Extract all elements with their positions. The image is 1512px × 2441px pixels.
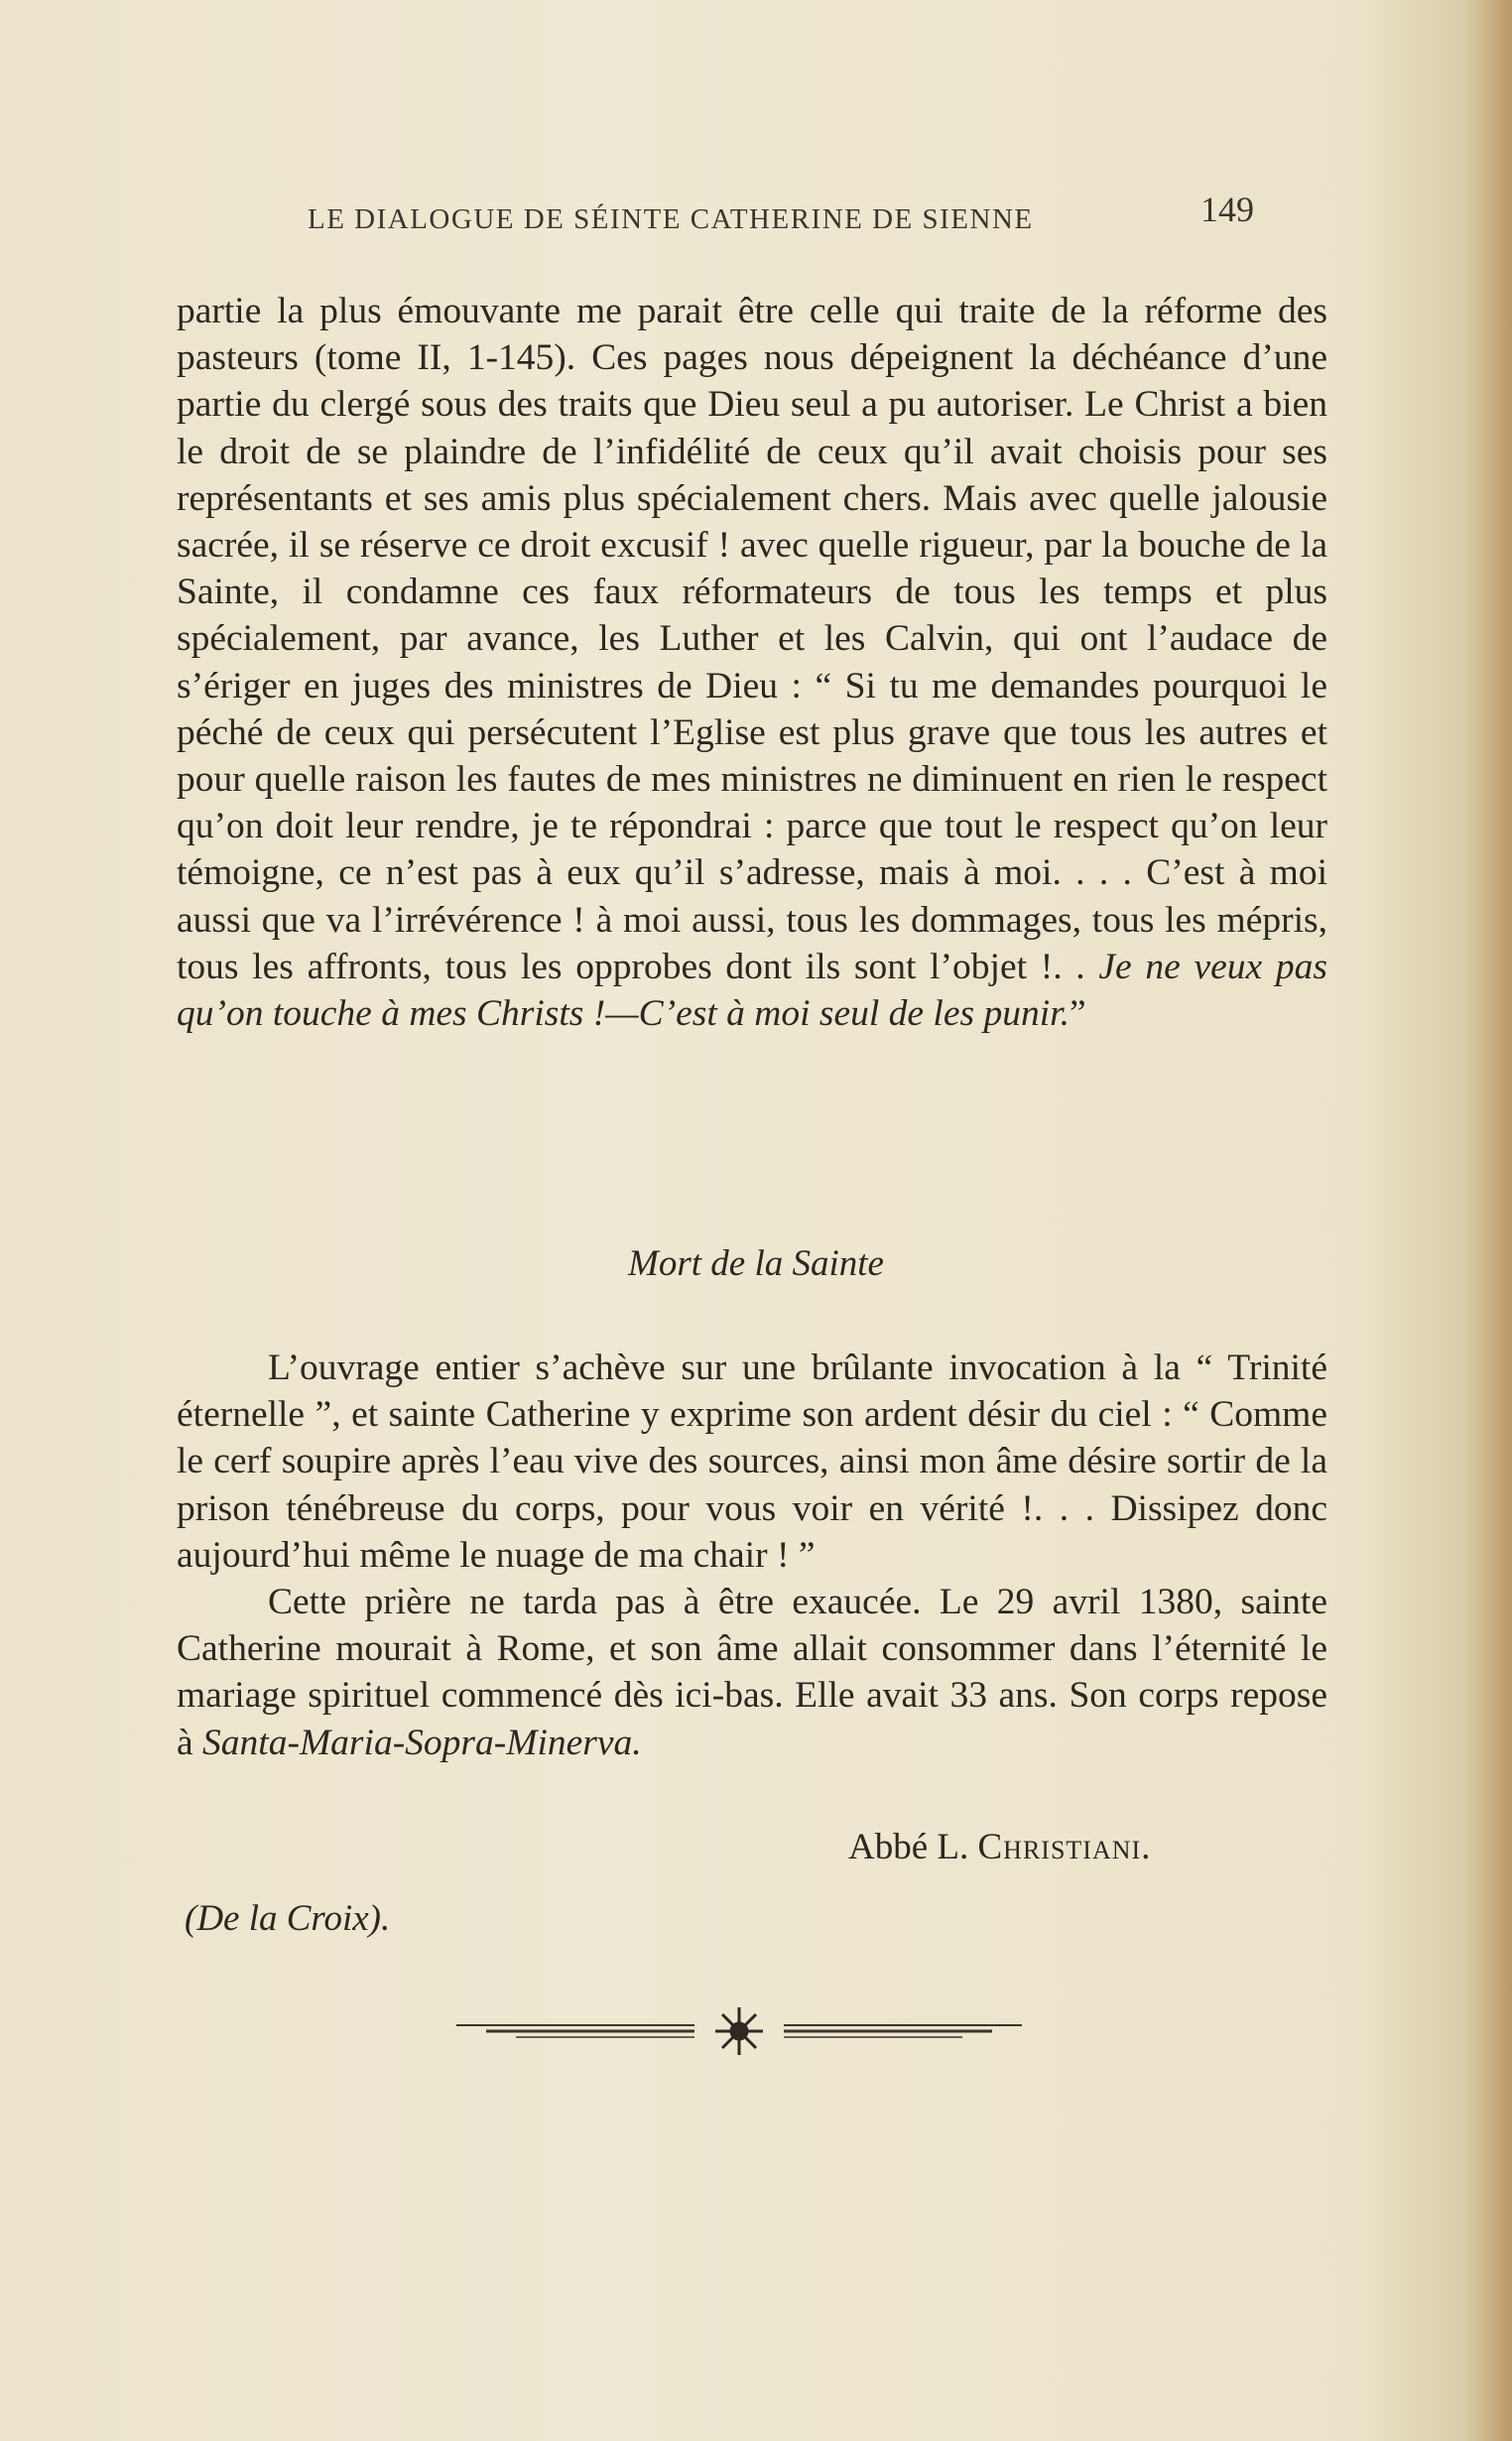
signature-prefix: Abbé L. <box>848 1827 969 1867</box>
paragraph-1-closing-quote: ” <box>1069 993 1086 1035</box>
source-citation: (De la Croix). <box>185 1898 391 1939</box>
page-number: 149 <box>1200 190 1254 229</box>
signature-name: Christiani. <box>977 1827 1152 1867</box>
paragraph-3-italic: Santa-Maria-Sopra-Minerva. <box>202 1722 642 1763</box>
paragraph-3 <box>177 1579 1327 1766</box>
paragraph-1-text: partie la plus émouvante me parait être celle qui traite de la réforme des pasteurs (tome II, 1-145). Ces pages nous dépeignent la déchéance d’une partie du clergé sous des traits que Dieu seul a pu autoriser. Le Christ a bien le droit de se plaindre de l’infidélité de ceux qu’il avait choisis pour ses représentants et ses amis plus spécialement chers. Mais avec quelle jalousie sacrée, il se réserve ce droit excusif ! avec quelle rigueur, par la bouche de la Sainte, il condamne ces faux réformateurs de tous les temps et plus spécialement, par avance, les Luther et les Calvin, qui ont l’audace de s’ériger en juges des ministres de Dieu : “ Si tu me demandes pourquoi le péché de ceux qui persécutent l’Eglise est plus grave que tous les autres et pour quelle raison les fautes de mes ministres ne diminuent en rien le respect qu’on doit leur rendre, je te répondrai : parce que tout le respect qu’on leur témoigne, ce n’est pas à eux qu’il s’adresse, mais à moi. . . . C’est à moi aussi que va l’irrévérence ! à moi aussi, tous les dommages, tous les mépris, tous les affronts, tous les opprobes dont ils sont l’objet !. . <box>177 291 1327 987</box>
body-paragraphs-2-3 <box>177 1345 1327 1766</box>
paragraph-2: L’ouvrage entier s’achève sur une brûlante invocation à la “ Trinité éternelle ”, et sainte Catherine y exprime son ardent désir du ciel : “ Comme le cerf soupire après l’eau vive des sources, ainsi mon âme désire sortir de la prison ténébreuse du corps, pour vous voir en vérité !. . . Dissipez donc aujourd’hui même le nuage de ma chair ! ” <box>177 1348 1327 1576</box>
body-paragraph-1 <box>177 288 1327 1037</box>
paragraph-1-quote-italic: Je ne veux pas qu’on touche à mes Christs !—C’est à moi seul de les punir. <box>177 946 1327 1035</box>
section-title: Mort de la Sainte <box>628 1243 884 1284</box>
paragraph-3-text: Cette prière ne tarda pas à être exaucée. Le 29 avril 1380, sainte Catherine mourait à Rome, et son âme allait consommer dans l’éternité le mariage spirituel commencé dès ici-bas. Elle avait 33 ans. Son corps repose à <box>177 1582 1327 1763</box>
signature <box>848 1826 1151 1868</box>
running-header: LE DIALOGUE DE SÉINTE CATHERINE DE SIENNE <box>308 203 1034 235</box>
decorative-divider-icon <box>446 1999 1032 2059</box>
